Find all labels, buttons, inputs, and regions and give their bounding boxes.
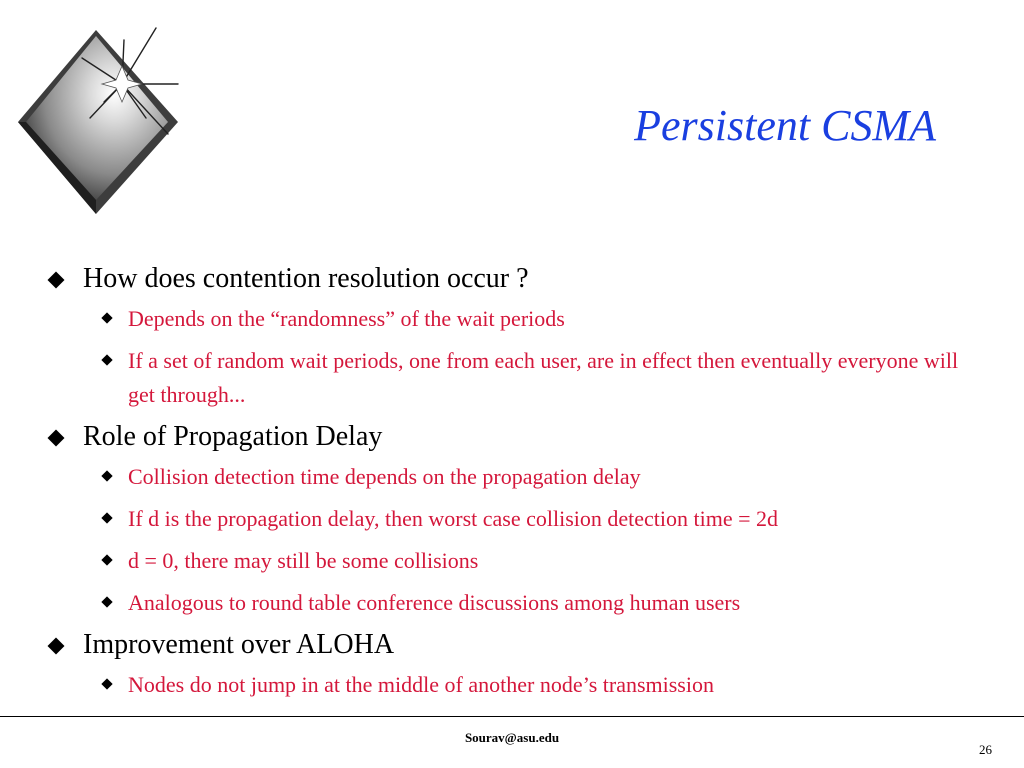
sub-bullet-text: Analogous to round table conference discussions among human users: [128, 590, 741, 615]
sub-list-item: [48, 460, 988, 494]
list-item: [48, 420, 988, 454]
bullet-text: Role of Propagation Delay: [83, 421, 383, 452]
sub-list-item: [48, 502, 988, 536]
sub-bullet-text: If d is the propagation delay, then worst case collision detection time = 2d: [128, 506, 779, 531]
diamond-bullet-icon: [101, 354, 112, 365]
page-number: 26: [979, 742, 992, 757]
footer-divider: [0, 716, 1024, 717]
sub-bullet-text: If a set of random wait periods, one from each user, are in effect then eventually everyone will get through...: [128, 348, 959, 407]
diamond-bullet-icon: [101, 312, 112, 323]
sub-bullet-text: d = 0, there may still be some collisions: [128, 548, 479, 573]
diamond-bullet-icon: [101, 678, 112, 689]
sub-list-item: [48, 544, 988, 578]
sub-bullet-text: Collision detection time depends on the propagation delay: [128, 464, 641, 489]
bullet-text: How does contention resolution occur ?: [83, 263, 529, 294]
diamond-bullet-icon: [101, 596, 112, 607]
diamond-bullet-icon: [48, 638, 65, 655]
sub-bullet-text: Depends on the “randomness” of the wait periods: [128, 306, 565, 331]
sub-list-item: [48, 586, 988, 620]
sub-list-item: [48, 668, 988, 702]
sub-list-item: [48, 344, 988, 412]
diamond-bullet-icon: [101, 470, 112, 481]
sub-list-item: [48, 302, 988, 336]
diamond-starburst-logo: [18, 22, 193, 222]
footer-email: Sourav@asu.edu: [464, 730, 560, 745]
sub-bullet-text: Nodes do not jump in at the middle of another node’s transmission: [128, 672, 714, 697]
diamond-bullet-icon: [48, 272, 65, 289]
bullet-list: [48, 262, 988, 710]
bullet-text: Improvement over ALOHA: [83, 629, 395, 660]
diamond-bullet-icon: [101, 554, 112, 565]
list-item: [48, 628, 988, 662]
diamond-bullet-icon: [101, 512, 112, 523]
diamond-bullet-icon: [48, 430, 65, 447]
list-item: [48, 262, 988, 296]
slide-title: Persistent CSMA: [634, 101, 936, 150]
